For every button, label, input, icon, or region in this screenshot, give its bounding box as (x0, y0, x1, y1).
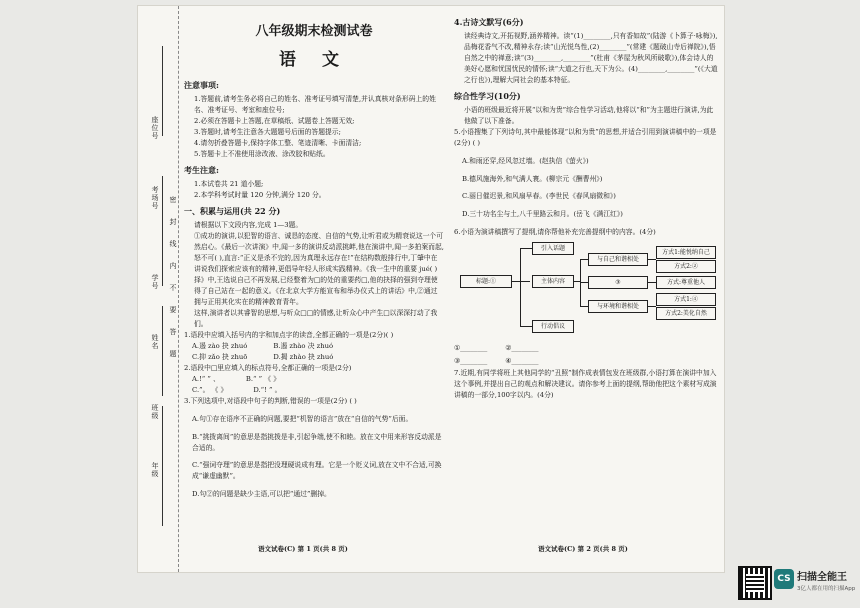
option-a: A.句①存在语序不正确的问题,要把“机智的语言”放在“自信的气势”后面。 (192, 414, 413, 423)
option-b: B.遏 zhào 决 zhuó (273, 342, 334, 350)
outline-method-box: 方式:尊重他人 (656, 276, 716, 289)
page-footer: 语文试卷(C) 第 1 页(共 8 页) (258, 545, 348, 553)
answer-blank: ③________ (454, 356, 488, 365)
id-label: 学号 (151, 274, 159, 290)
question-5: 5.小语搜集了下列诗句,其中最能体现“以和为贵”的思想,并适合引用到演讲稿中的一项是(2分) ( ) (454, 128, 717, 147)
connector-line (520, 248, 532, 249)
note-item: 4.请勿折叠答题卡,保持字体工整、笔迹清晰、卡面清洁; (194, 139, 362, 147)
option-c: C.”。 《 》 (192, 386, 228, 394)
section-intro: 请根据以下文段内容,完成 1—3题。 (194, 221, 303, 229)
option-b: B.“ ” 《 》 (245, 375, 281, 383)
exam-subject: 语 文 (279, 50, 349, 70)
outline-body-box: 主体内容 (532, 275, 574, 288)
outline-method-box: 方式1:能悦纳自己 (656, 246, 716, 259)
exam-sheet (138, 6, 724, 572)
answer-blank: ②________ (505, 343, 539, 352)
field-line (162, 176, 163, 286)
scanner-logo-icon: CS (774, 569, 794, 589)
option-b: B.德风施海外,和气满人寰。(柳宗元《酬曹州》) (462, 174, 603, 183)
passage-paragraph: ①成功的演讲,以犯智的语言、诚恳的态度、自信的气势,让听君或为精衰说这一个可然启心。《最后一次讲演》中,闻一多的演讲反动派挑衅,他在演讲中,闻一多拍案而起,怒不可( ),直言:“正义是杀不完的,因为真理永远存在!”在结构数般排行中,丁肇中在讲说我们探索应该有的精神,更倡导年轻人形成实践精神。《我一生中的重要 jué( )择》中,王选说自己不再发展,已经整着为□的处的重要药□,他的抉择的强到夺理使得了自己站在一起的意义。《在北京大学方能宣布和举办仪式上的讲话》中,②通过拥与正用其化实在的精神教育青年。 (194, 232, 444, 306)
grade-label: 年级 (151, 462, 159, 478)
option-d: D.揭 zhào 抉 zhuó (273, 353, 334, 361)
option-c: C.“强词夺理”的意思是指把没理硬说成有理。它是一个贬义词,放在文中不合适,可换成“谦虚幽默”。 (192, 461, 442, 481)
scanner-tagline: 3亿人都在用的扫描App (797, 586, 856, 592)
seal-char: 线 (169, 240, 177, 248)
note-item: 1.答题前,请考生务必将自己的姓名、准考证号填写清楚,并认真核对条形码上的姓名、准考证号、考室和座位号; (194, 95, 436, 114)
connector-line (520, 248, 521, 326)
binding-margin (138, 6, 179, 572)
outline-intro-box: 引入话题 (532, 242, 574, 255)
page-footer: 语文试卷(C) 第 2 页(共 8 页) (538, 545, 628, 553)
note-item: 5.答题卡上不准使用涂改液、涂改胶和贴纸。 (194, 150, 330, 158)
option-c: C.抑 zǎo 抉 zhuō (192, 353, 248, 361)
connector-line (580, 259, 588, 260)
qr-code-icon (738, 566, 772, 600)
scanner-brand: 扫描全能王 (797, 572, 847, 583)
note-item: 3.答题时,请考生注意各大题题号后面的答题提示; (194, 128, 341, 136)
section-intro: 小语的班级最近将开展“以和为贵”综合性学习活动,他将以“和”为主题进行演讲,为此他做了以下准备。 (464, 106, 714, 125)
outline-end-box: 行动倡议 (532, 320, 574, 333)
page-one (184, 16, 444, 507)
outline-branch-box: 与环境和谐相处 (588, 300, 648, 313)
question-3: 3.下列选项中,对语段中句子的判断,错误的一项是(2分) ( ) (184, 397, 357, 405)
exam-title: 八年级期末检测试卷 (255, 24, 373, 39)
option-d: D.句②的问题是缺少主语,可以把“通过”删掉。 (192, 490, 331, 499)
option-c: C.丽日催迟景,和风扇早春。(李世民《春风扇微和》) (462, 192, 616, 201)
seat-label: 座位号 (151, 116, 159, 140)
candidate-heading: 考生注意: (184, 165, 219, 175)
outline-branch-box: ③ (588, 276, 648, 289)
field-line (162, 306, 163, 396)
option-d: D.三十功名尘与土,八千里路云和月。(岳飞《满江红》) (462, 210, 623, 219)
notes-heading: 注意事项: (184, 80, 219, 90)
question-4-text: 读经典诗文,开拓视野,涵养精神。读“(1)________,只有香如故”(陆游《卜算子·咏梅》),品梅花香气不改,精神永存;读“山光悦鸟性,(2)________”(常建《题破山寺后禅院》),悟自然之中的禅意;读“(3)________,________”(杜甫《茅屋为秋风所破歌》),体会诗人的美好心愿和忧国忧民的情怀;读“大道之行也,天下为公。(4)________,________”(《大道之行也》),理解大同社会的基本特征。 (464, 32, 718, 84)
outline-method-box: 方式2:② (656, 260, 716, 273)
question-7: 7.近期,有同学将班上其他同学的“丑照”制作成表情包发在班级群,小语打算在演讲中加入这个事例,并提出自己的观点和解决建议。请你参考上面的提纲,帮助他把这个素材写成演讲稿的一部分,100字以内。(4分) (454, 368, 717, 399)
note-item: 2.必须在答题卡上答题,在草稿纸、试题卷上答题无效; (194, 117, 355, 125)
seal-char: 密 (169, 196, 177, 204)
option-d: D.“! ” 。 (253, 386, 282, 394)
option-b: B.“挑拨离间”的意思是指挑拨是非,引起争端,使不和睦。放在文中用来形容反动派是合适的。 (192, 432, 442, 452)
passage-paragraph: 这样,演讲者以其睿智的思想,与听众□□的情感,让听众心中产生□以深深打动了我们。 (194, 309, 438, 328)
question-6: 6.小语为演讲稿撰写了提纲,请你帮他补充完善提纲中的内容。(4分) (454, 227, 656, 236)
connector-line (580, 282, 588, 283)
section-heading: 一、积累与运用(共 22 分) (184, 206, 281, 216)
outline-method-box: 方式1:④ (656, 293, 716, 306)
seal-char: 答 (169, 328, 177, 336)
section-heading: 综合性学习(10分) (454, 91, 521, 101)
question-1: 1.语段中应填入括号内的字和加点字的读音,全都正确的一项是(2分)( ) (184, 331, 394, 339)
answer-blank: ①________ (454, 343, 488, 352)
option-a: A.和雨还穿,经风忽过墙。(赵执信《萤火》) (462, 156, 589, 165)
seal-char: 不 (169, 284, 177, 292)
connector-line (520, 326, 532, 327)
option-a: A.!“ ” 、 (192, 375, 220, 383)
connector-line (580, 306, 588, 307)
option-a: A.遏 zào 抉 zhuó (192, 342, 248, 350)
field-line (162, 406, 163, 526)
field-line (162, 46, 163, 136)
class-label: 班级 (151, 404, 159, 420)
answer-blank: ④________ (505, 356, 539, 365)
candidate-note: 1.本试卷共 21 道小题; (194, 180, 264, 188)
candidate-note: 2.本学科考试时量 120 分钟,满分 120 分。 (194, 191, 326, 199)
seal-char: 要 (169, 306, 177, 314)
seal-char: 题 (169, 350, 177, 358)
connector-line (580, 259, 581, 307)
room-label: 考场号 (151, 186, 159, 210)
seal-char: 封 (169, 218, 177, 226)
outline-method-box: 方式2:美化自然 (656, 307, 716, 320)
name-label: 姓名 (151, 334, 159, 350)
outline-diagram (454, 242, 718, 340)
page-two (454, 12, 718, 401)
outline-branch-box: 与自己和谐相处 (588, 253, 648, 266)
outline-title-box: 标题:① (460, 275, 512, 288)
seal-char: 内 (169, 262, 177, 270)
question-4: 4.古诗文默写(6分) (454, 17, 524, 27)
question-2: 2.语段中□里应填入的标点符号,全都正确的一项是(2分) (184, 364, 352, 372)
